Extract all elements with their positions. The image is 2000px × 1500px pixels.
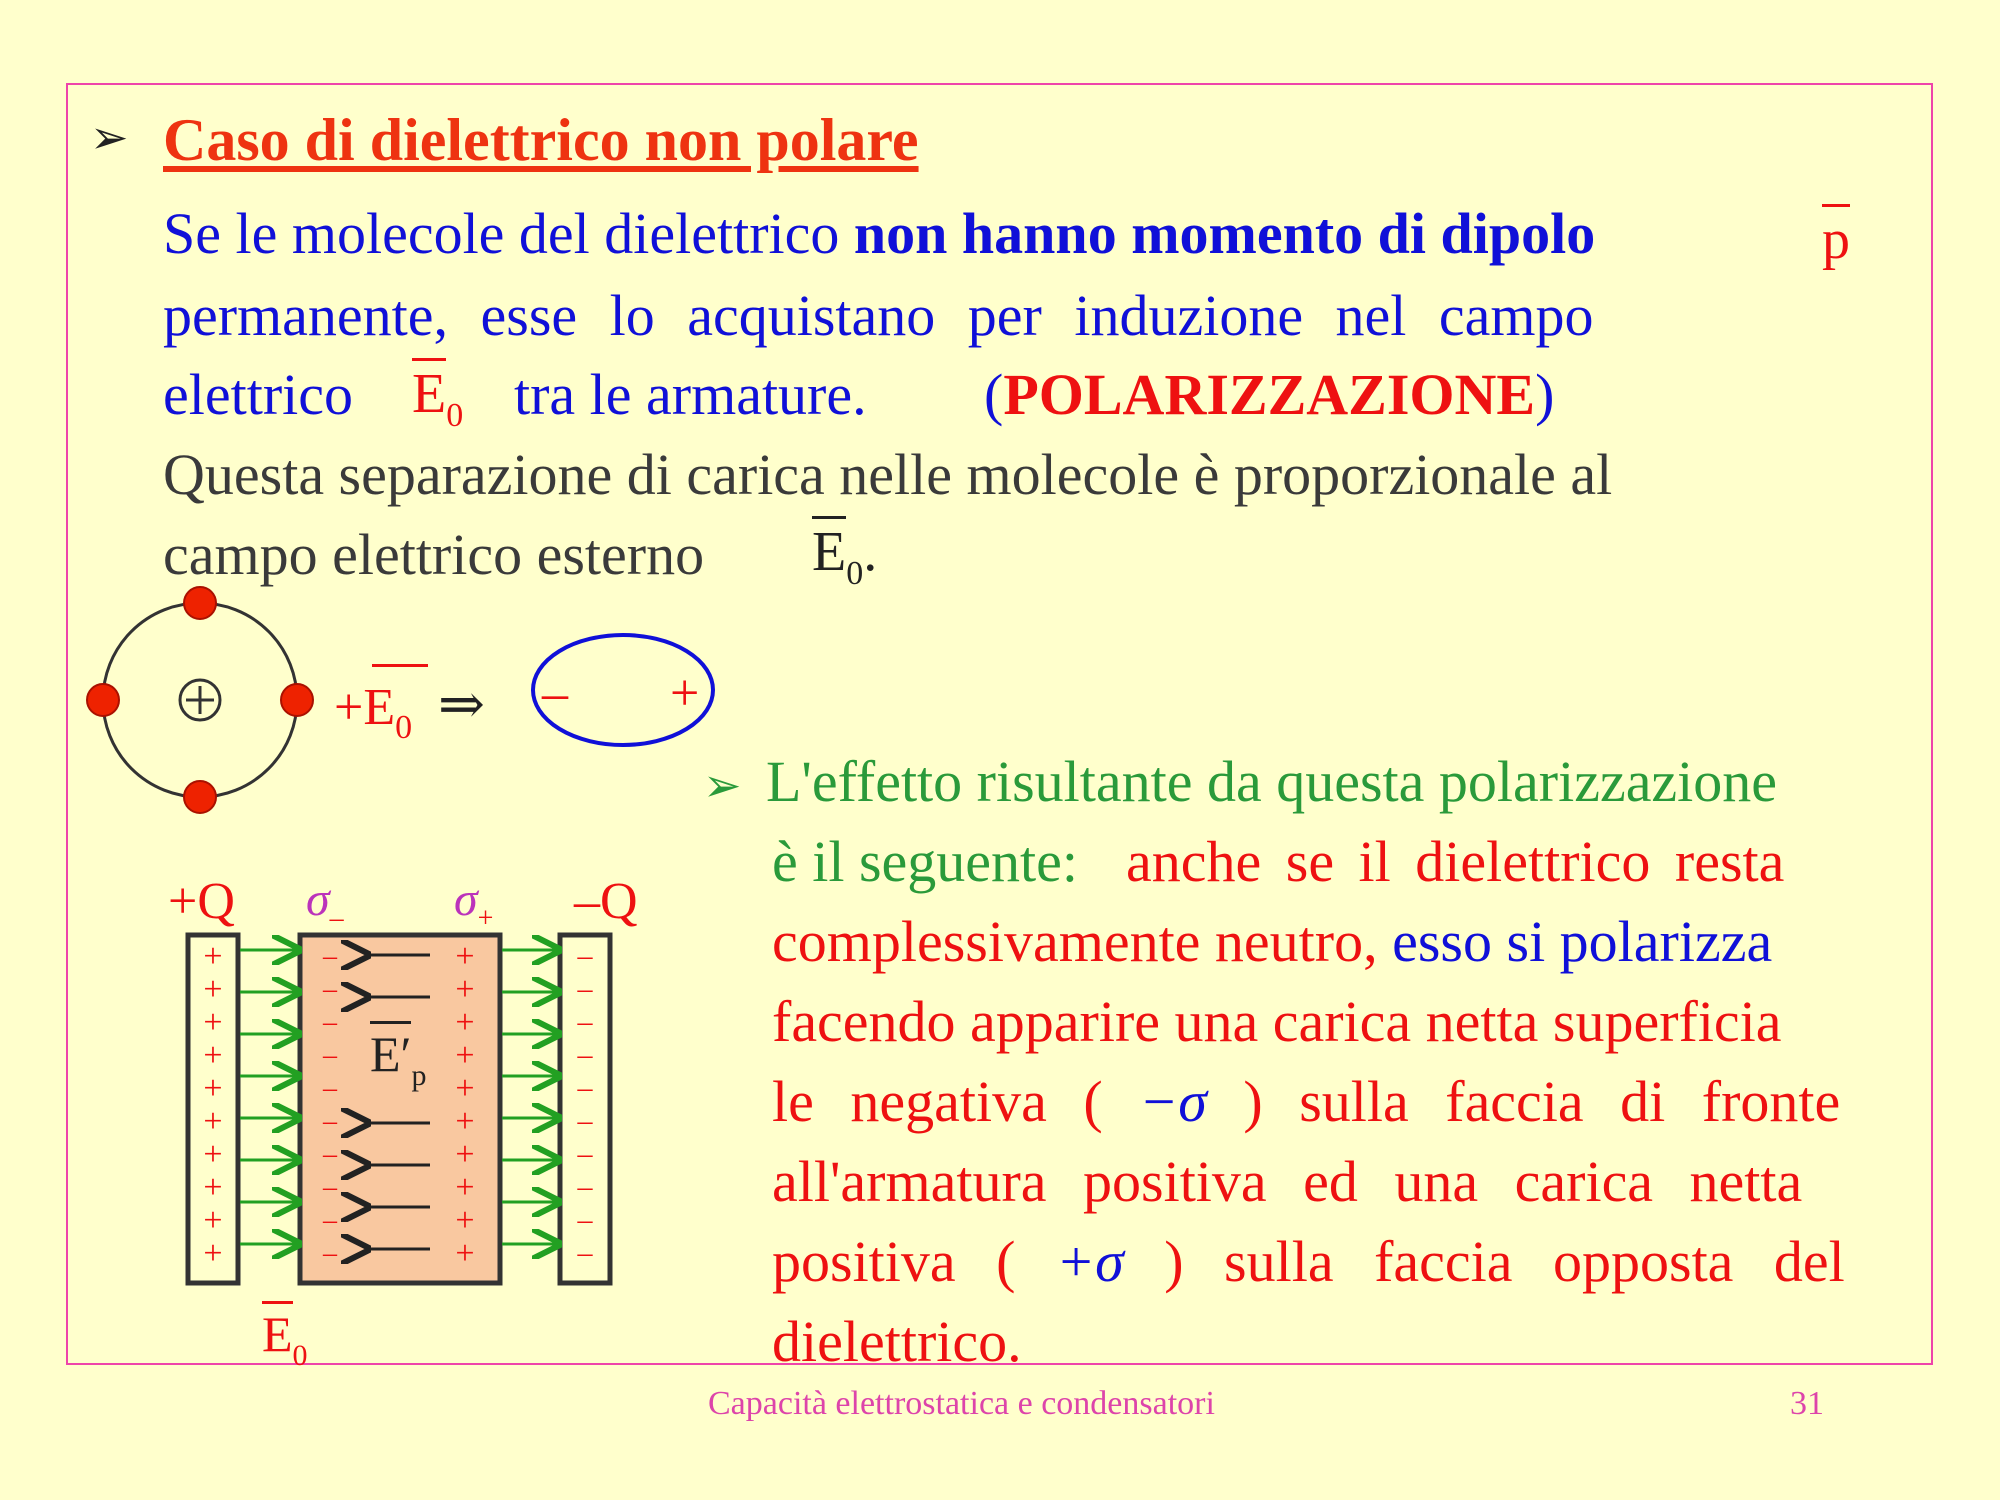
- polarization-label: (POLARIZZAZIONE): [984, 362, 1555, 427]
- footer-caption: Capacità elettrostatica e condensatori: [708, 1385, 1215, 1422]
- plate-plus-sign: +: [203, 1136, 223, 1173]
- effect-line-7: positiva ( +σ ) sulla faccia opposta del: [772, 1229, 1845, 1294]
- negative-pole: –: [542, 665, 568, 722]
- line1-bold: non hanno momento di dipolo: [853, 201, 1596, 266]
- dielectric-plus-sign: +: [455, 1037, 475, 1074]
- paragraph-line-4: Questa separazione di carica nelle molecole è proporzionale al: [163, 442, 1613, 507]
- dielectric-minus-sign: –: [323, 974, 337, 1005]
- dielectric-plus-sign: +: [455, 938, 475, 975]
- dielectric-minus-sign: –: [323, 1238, 337, 1269]
- electron: [184, 587, 216, 619]
- arrow-bullet-icon: ➢: [90, 112, 129, 163]
- plate-charge-negative: –Q: [574, 873, 638, 930]
- dielectric-minus-sign: –: [323, 1073, 337, 1104]
- dielectric-plus-sign: +: [455, 1136, 475, 1173]
- paragraph-line-3: elettrico: [163, 362, 354, 427]
- electron: [87, 684, 119, 716]
- plate-minus-sign: –: [577, 1038, 593, 1071]
- dipole-vector-p: p: [1822, 208, 1850, 272]
- dielectric-minus-sign: –: [323, 1106, 337, 1137]
- paragraph-line-2: permanente, esse lo acquistano per induzione nel campo: [163, 283, 1594, 348]
- line1-text: Se le molecole del dielettrico: [163, 201, 854, 266]
- paragraph-line-3b: tra le armature.: [514, 362, 867, 427]
- plate-minus-sign: –: [577, 1236, 593, 1269]
- dielectric-plus-sign: +: [455, 1004, 475, 1041]
- electron: [184, 781, 216, 813]
- plate-minus-sign: –: [577, 1071, 593, 1104]
- applied-field-E0: $+E_0$: [334, 679, 413, 746]
- plate-plus-sign: +: [203, 1103, 223, 1140]
- dielectric-minus-sign: –: [323, 941, 337, 972]
- E0-overbar: [372, 664, 428, 667]
- effect-line-5: le negativa ( −σ ) sulla faccia di fronte: [772, 1069, 1841, 1134]
- dielectric-minus-sign: –: [323, 1139, 337, 1170]
- sigma-plus: $\sigma_+$: [454, 873, 494, 934]
- plate-plus-sign: +: [203, 1169, 223, 1206]
- plate-minus-sign: –: [577, 1137, 593, 1170]
- plate-minus-sign: –: [577, 1203, 593, 1236]
- dielectric-minus-sign: –: [323, 1040, 337, 1071]
- green-arrow-bullet-icon: ➢: [703, 760, 742, 811]
- plate-minus-sign: –: [577, 972, 593, 1005]
- plate-plus-sign: +: [203, 1070, 223, 1107]
- plate-minus-sign: –: [577, 1170, 593, 1203]
- dielectric-plus-sign: +: [455, 971, 475, 1008]
- dielectric-plus-sign: +: [455, 1169, 475, 1206]
- plate-plus-sign: +: [203, 971, 223, 1008]
- dielectric-plus-sign: +: [455, 1202, 475, 1239]
- capacitor-diagram: [180, 925, 620, 1295]
- dielectric-minus-sign: –: [323, 1007, 337, 1038]
- paragraph-line-1: [163, 201, 1596, 266]
- plate-plus-sign: +: [203, 1004, 223, 1041]
- effect-line-2: è il seguente: anche se il dielettrico resta: [772, 829, 1785, 894]
- plate-plus-sign: +: [203, 1202, 223, 1239]
- polarization-field-Ep: $E'_p$: [370, 1025, 426, 1093]
- plate-minus-sign: –: [577, 1005, 593, 1038]
- page-number: 31: [1790, 1385, 1824, 1422]
- plate-plus-sign: +: [203, 1235, 223, 1272]
- effect-line-3: complessivamente neutro, esso si polarizza: [772, 909, 1773, 974]
- paragraph-line-5: campo elettrico esterno: [163, 522, 705, 587]
- external-field-E0: $E_0$.: [812, 520, 877, 593]
- plate-minus-sign: –: [577, 1104, 593, 1137]
- electron: [281, 684, 313, 716]
- dielectric-minus-sign: –: [323, 1172, 337, 1203]
- dielectric-plus-sign: +: [455, 1235, 475, 1272]
- effect-line-1: L'effetto risultante da questa polarizzazione: [766, 749, 1778, 814]
- external-field-label: $E_0$: [262, 1305, 308, 1373]
- implies-arrow: ⇒: [438, 674, 485, 736]
- plate-minus-sign: –: [577, 939, 593, 972]
- effect-line-4: facendo apparire una carica netta superficia: [772, 989, 1782, 1054]
- plate-charge-positive: +Q: [168, 873, 235, 930]
- positive-pole: +: [670, 665, 700, 722]
- plate-plus-sign: +: [203, 938, 223, 975]
- plate-plus-sign: +: [203, 1037, 223, 1074]
- sigma-minus: $\sigma_-$: [306, 873, 344, 934]
- dielectric-minus-sign: –: [323, 1205, 337, 1236]
- field-vector-E0: $E_0$: [412, 362, 463, 435]
- effect-line-8: dielettrico.: [772, 1309, 1022, 1374]
- dielectric-plus-sign: +: [455, 1070, 475, 1107]
- effect-line-6: all'armatura positiva ed una carica netta: [772, 1149, 1803, 1214]
- slide-title: Caso di dielettrico non polare: [163, 107, 919, 173]
- dielectric-plus-sign: +: [455, 1103, 475, 1140]
